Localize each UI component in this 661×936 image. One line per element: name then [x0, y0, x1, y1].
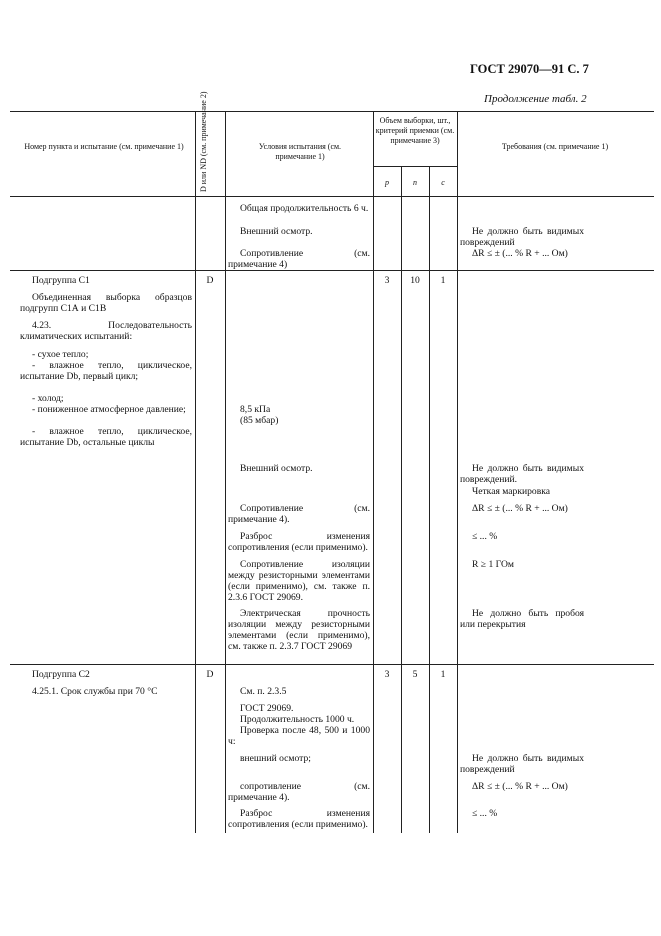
col-header-sample: Объем выборки, шт., критерий приемки (см. примечание 3) [375, 116, 455, 145]
c2-cond-gost: ГОСТ 29069. [240, 703, 294, 714]
step-cold: - холод; [32, 393, 64, 404]
c2-req-spread: ≤ ... % [472, 808, 498, 819]
subgroup-c2-title: Подгруппа С2 [32, 669, 90, 680]
c2-c: 1 [440, 669, 446, 680]
step-dry-heat: - сухое тепло; [32, 349, 89, 360]
req-no-damage: Не должно быть видимых повреждений [460, 226, 584, 248]
c1-req-no-breakdown: Не должно быть пробоя или перекрытия [460, 608, 584, 630]
page-header-standard: ГОСТ 29070—91 С. 7 [470, 62, 589, 76]
c1-n: 10 [410, 275, 420, 286]
step-damp-heat-rest: - влажное тепло, циклическое, испытание Db, остальные циклы [20, 426, 192, 448]
c1-req-insulation: R ≥ 1 ГОм [472, 559, 514, 570]
col-header-item: Номер пункта и испытание (см. примечание 1) [24, 142, 184, 151]
cond-visual-inspection: Внешний осмотр. [240, 226, 313, 237]
req-delta-r: ΔR ≤ ± (... % R + ... Ом) [472, 248, 568, 259]
c1-req-marking: Четкая маркировка [472, 486, 551, 497]
c1-req-no-damage: Не должно быть видимых повреждений. [460, 463, 584, 485]
col-header-c: c [441, 178, 445, 187]
cond-pressure-kpa: 8,5 кПа [240, 404, 271, 415]
subgroup-c1-title: Подгруппа С1 [32, 275, 90, 286]
c2-cond-check: Проверка после 48, 500 и 1000 ч: [228, 725, 370, 747]
c2-cond-see: См. п. 2.3.5 [240, 686, 287, 697]
c1-req-delta-r: ΔR ≤ ± (... % R + ... Ом) [472, 503, 568, 514]
c2-cond-resistance: сопротивление (см. примечание 4). [228, 781, 370, 803]
c1-dnd: D [206, 275, 214, 286]
c1-c: 1 [440, 275, 446, 286]
life-test-text: 4.25.1. Срок службы при 70 °С [32, 686, 158, 697]
c2-req-delta-r: ΔR ≤ ± (... % R + ... Ом) [472, 781, 568, 792]
c2-p: 3 [384, 669, 390, 680]
c1-req-spread: ≤ ... % [472, 531, 498, 542]
col-header-conditions: Условия испытания (см. примечание 1) [258, 142, 342, 161]
c2-n: 5 [412, 669, 418, 680]
cond-pressure-mbar: (85 мбар) [240, 415, 279, 426]
c2-cond-spread: Разброс изменения сопротивления (если применимо). [228, 808, 370, 830]
table-continuation-label: Продолжение табл. 2 [484, 93, 587, 105]
col-header-requirements: Требования (см. примечание 1) [501, 142, 609, 151]
cond-resistance: Сопротивление (см. примечание 4) [228, 248, 370, 270]
cond-total-duration: Общая продолжительность 6 ч. [240, 203, 369, 214]
col-header-n: n [413, 178, 417, 187]
combined-sample-text: Объединенная выборка образцов подгрупп С1А и С1В [20, 292, 192, 314]
step-damp-heat-first: - влажное тепло, циклическое, испытание Db, первый цикл; [20, 360, 192, 382]
c1-cond-dielectric: Электрическая прочность изоляции между резисторными элементами (если применимо), см. также п. 2.3.7 ГОСТ 29069 [228, 608, 370, 652]
col-header-dnd: D или ND (см. примечание 2) [199, 91, 208, 192]
c1-p: 3 [384, 275, 390, 286]
c1-cond-visual: Внешний осмотр. [240, 463, 313, 474]
c2-req-no-damage: Не должно быть видимых повреждений [460, 753, 584, 775]
c1-cond-insulation: Сопротивление изоляции между резисторными элементами (если применимо), см. также п. 2.3.6 ГОСТ 29069. [228, 559, 370, 603]
climatic-sequence-title: 4.23. Последовательность климатических испытаний: [20, 320, 192, 342]
c2-cond-duration: Продолжительность 1000 ч. [240, 714, 355, 725]
c2-cond-visual: внешний осмотр; [240, 753, 311, 764]
col-header-p: p [385, 178, 389, 187]
step-low-pressure: - пониженное атмосферное давление; [32, 404, 186, 415]
c2-dnd: D [206, 669, 214, 680]
c1-cond-resistance: Сопротивление (см. примечание 4). [228, 503, 370, 525]
c1-cond-spread: Разброс изменения сопротивления (если применимо). [228, 531, 370, 553]
